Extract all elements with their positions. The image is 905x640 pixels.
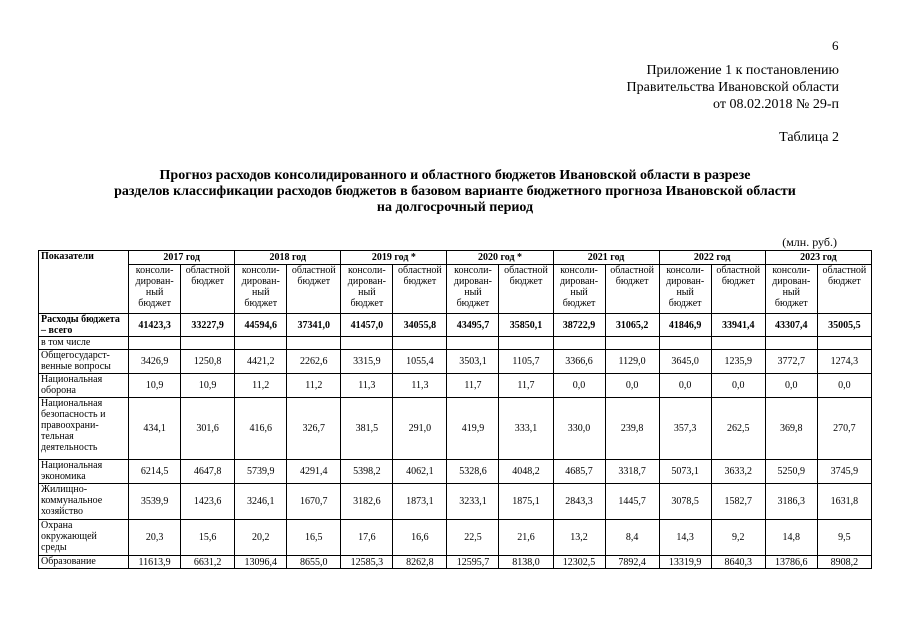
year-header: 2021 год: [553, 251, 659, 265]
value-cell: 1423,6: [181, 484, 235, 520]
value-cell: 3633,2: [711, 460, 765, 484]
year-header: 2020 год *: [447, 251, 553, 265]
value-cell: 4062,1: [393, 460, 447, 484]
value-cell: 13319,9: [659, 556, 711, 569]
regional-budget-header: областной бюджет: [287, 265, 341, 314]
value-cell: 8,4: [605, 520, 659, 556]
value-cell: 11,7: [447, 374, 499, 398]
value-cell: [181, 337, 235, 350]
value-cell: 7892,4: [605, 556, 659, 569]
consolidated-budget-header: консоли- дирован- ный бюджет: [765, 265, 817, 314]
table-row: [39, 484, 872, 520]
appendix-line: Приложение 1 к постановлению: [646, 63, 839, 78]
regional-budget-header: областной бюджет: [393, 265, 447, 314]
value-cell: [129, 337, 181, 350]
value-cell: 8640,3: [711, 556, 765, 569]
consolidated-budget-header: консоли- дирован- ный бюджет: [235, 265, 287, 314]
value-cell: 41846,9: [659, 314, 711, 337]
value-cell: 0,0: [765, 374, 817, 398]
value-cell: 0,0: [553, 374, 605, 398]
value-cell: 3772,7: [765, 350, 817, 374]
regional-budget-header: областной бюджет: [181, 265, 235, 314]
value-cell: 15,6: [181, 520, 235, 556]
value-cell: 3745,9: [817, 460, 871, 484]
table-row: [39, 314, 872, 337]
table-row: [39, 398, 872, 460]
value-cell: 416,6: [235, 398, 287, 460]
value-cell: 10,9: [129, 374, 181, 398]
year-header: 2017 год: [129, 251, 235, 265]
row-label: Национальная безопасность и правоохрани- тельная деятельность: [39, 398, 129, 460]
value-cell: 16,6: [393, 520, 447, 556]
title-line: на долгосрочный период: [376, 200, 534, 215]
value-cell: 12302,5: [553, 556, 605, 569]
consolidated-budget-header: консоли- дирован- ный бюджет: [553, 265, 605, 314]
year-header: 2022 год: [659, 251, 765, 265]
value-cell: 2262,6: [287, 350, 341, 374]
value-cell: 44594,6: [235, 314, 287, 337]
value-cell: 3539,9: [129, 484, 181, 520]
row-label: Национальная экономика: [39, 460, 129, 484]
value-cell: 5328,6: [447, 460, 499, 484]
value-cell: [341, 337, 393, 350]
row-label: Охрана окружающей среды: [39, 520, 129, 556]
title-line: Прогноз расходов консолидированного и областного бюджетов Ивановской области в разрезе: [159, 168, 751, 183]
value-cell: [711, 337, 765, 350]
value-cell: 369,8: [765, 398, 817, 460]
value-cell: 419,9: [447, 398, 499, 460]
value-cell: 43495,7: [447, 314, 499, 337]
value-cell: [553, 337, 605, 350]
value-cell: 326,7: [287, 398, 341, 460]
value-cell: 13,2: [553, 520, 605, 556]
value-cell: 8655,0: [287, 556, 341, 569]
value-cell: 11613,9: [129, 556, 181, 569]
value-cell: 291,0: [393, 398, 447, 460]
consolidated-budget-header: консоли- дирован- ный бюджет: [447, 265, 499, 314]
value-cell: 1055,4: [393, 350, 447, 374]
value-cell: 11,2: [235, 374, 287, 398]
value-cell: 5739,9: [235, 460, 287, 484]
consolidated-budget-header: консоли- дирован- ный бюджет: [341, 265, 393, 314]
value-cell: 3366,6: [553, 350, 605, 374]
value-cell: 4291,4: [287, 460, 341, 484]
value-cell: 11,2: [287, 374, 341, 398]
page-number: 6: [832, 38, 839, 53]
row-label: Образование: [39, 556, 129, 569]
value-cell: 1873,1: [393, 484, 447, 520]
regional-budget-header: областной бюджет: [711, 265, 765, 314]
value-cell: 3182,6: [341, 484, 393, 520]
value-cell: 333,1: [499, 398, 553, 460]
value-cell: [499, 337, 553, 350]
value-cell: 1670,7: [287, 484, 341, 520]
value-cell: 41457,0: [341, 314, 393, 337]
value-cell: 41423,3: [129, 314, 181, 337]
value-cell: 9,5: [817, 520, 871, 556]
value-cell: [659, 337, 711, 350]
value-cell: 3426,9: [129, 350, 181, 374]
value-cell: [447, 337, 499, 350]
value-cell: 8908,2: [817, 556, 871, 569]
value-cell: 13096,4: [235, 556, 287, 569]
value-cell: [393, 337, 447, 350]
row-label: Жилищно- коммунальное хозяйство: [39, 484, 129, 520]
value-cell: 2843,3: [553, 484, 605, 520]
value-cell: 8138,0: [499, 556, 553, 569]
value-cell: 12585,3: [341, 556, 393, 569]
indicator-header: Показатели: [39, 251, 129, 314]
value-cell: 17,6: [341, 520, 393, 556]
value-cell: 14,3: [659, 520, 711, 556]
value-cell: [817, 337, 871, 350]
value-cell: 1235,9: [711, 350, 765, 374]
value-cell: 13786,6: [765, 556, 817, 569]
value-cell: 6214,5: [129, 460, 181, 484]
value-cell: 262,5: [711, 398, 765, 460]
value-cell: 1875,1: [499, 484, 553, 520]
value-cell: 11,3: [393, 374, 447, 398]
regional-budget-header: областной бюджет: [605, 265, 659, 314]
value-cell: 43307,4: [765, 314, 817, 337]
value-cell: 5073,1: [659, 460, 711, 484]
value-cell: 357,3: [659, 398, 711, 460]
value-cell: 3645,0: [659, 350, 711, 374]
value-cell: 1582,7: [711, 484, 765, 520]
row-label: в том числе: [39, 337, 129, 350]
value-cell: 3318,7: [605, 460, 659, 484]
value-cell: 381,5: [341, 398, 393, 460]
value-cell: 20,3: [129, 520, 181, 556]
value-cell: 301,6: [181, 398, 235, 460]
value-cell: 3503,1: [447, 350, 499, 374]
consolidated-budget-header: консоли- дирован- ный бюджет: [659, 265, 711, 314]
value-cell: 10,9: [181, 374, 235, 398]
value-cell: 4421,2: [235, 350, 287, 374]
table-row: [39, 460, 872, 484]
value-cell: 4048,2: [499, 460, 553, 484]
value-cell: 35850,1: [499, 314, 553, 337]
value-cell: 1250,8: [181, 350, 235, 374]
value-cell: 0,0: [711, 374, 765, 398]
value-cell: [235, 337, 287, 350]
value-cell: 5250,9: [765, 460, 817, 484]
regional-budget-header: областной бюджет: [499, 265, 553, 314]
appendix-reference: [627, 62, 839, 113]
value-cell: 239,8: [605, 398, 659, 460]
title-line: разделов классификации расходов бюджетов в базовом варианте бюджетного прогноза Ивановской области: [114, 184, 796, 199]
table-row: [39, 374, 872, 398]
value-cell: [765, 337, 817, 350]
row-label: Общегосударст- венные вопросы: [39, 350, 129, 374]
value-cell: 38722,9: [553, 314, 605, 337]
value-cell: 12595,7: [447, 556, 499, 569]
value-cell: 434,1: [129, 398, 181, 460]
value-cell: 330,0: [553, 398, 605, 460]
document-title: [40, 168, 870, 216]
value-cell: 4685,7: [553, 460, 605, 484]
budget-forecast-table: [38, 250, 872, 569]
table-row: [39, 520, 872, 556]
appendix-line: Правительства Ивановской области: [626, 80, 839, 95]
value-cell: 9,2: [711, 520, 765, 556]
table-row: [39, 350, 872, 374]
table-row: [39, 337, 872, 350]
value-cell: 35005,5: [817, 314, 871, 337]
value-cell: 31065,2: [605, 314, 659, 337]
year-header: 2018 год: [235, 251, 341, 265]
value-cell: 3315,9: [341, 350, 393, 374]
table-row: [39, 556, 872, 569]
table-label: Таблица 2: [779, 130, 839, 145]
value-cell: 33941,4: [711, 314, 765, 337]
value-cell: 33227,9: [181, 314, 235, 337]
value-cell: 1445,7: [605, 484, 659, 520]
value-cell: 1105,7: [499, 350, 553, 374]
value-cell: 1274,3: [817, 350, 871, 374]
value-cell: 3078,5: [659, 484, 711, 520]
value-cell: 21,6: [499, 520, 553, 556]
value-cell: 8262,8: [393, 556, 447, 569]
year-header: 2023 год: [765, 251, 871, 265]
value-cell: 1129,0: [605, 350, 659, 374]
value-cell: 20,2: [235, 520, 287, 556]
budget-type-header-row: [39, 265, 872, 314]
value-cell: 0,0: [659, 374, 711, 398]
year-header: 2019 год *: [341, 251, 447, 265]
value-cell: 0,0: [817, 374, 871, 398]
value-cell: 270,7: [817, 398, 871, 460]
row-label: Расходы бюджета – всего: [39, 314, 129, 337]
value-cell: 34055,8: [393, 314, 447, 337]
value-cell: 6631,2: [181, 556, 235, 569]
value-cell: 3186,3: [765, 484, 817, 520]
year-header-row: [39, 251, 872, 265]
consolidated-budget-header: консоли- дирован- ный бюджет: [129, 265, 181, 314]
value-cell: 11,3: [341, 374, 393, 398]
value-cell: 3246,1: [235, 484, 287, 520]
value-cell: 1631,8: [817, 484, 871, 520]
value-cell: 37341,0: [287, 314, 341, 337]
value-cell: 22,5: [447, 520, 499, 556]
value-cell: 4647,8: [181, 460, 235, 484]
value-cell: 5398,2: [341, 460, 393, 484]
regional-budget-header: областной бюджет: [817, 265, 871, 314]
appendix-line: от 08.02.2018 № 29-п: [713, 97, 839, 112]
value-cell: 16,5: [287, 520, 341, 556]
value-cell: 11,7: [499, 374, 553, 398]
units-label: (млн. руб.): [782, 235, 837, 249]
value-cell: 0,0: [605, 374, 659, 398]
value-cell: [605, 337, 659, 350]
value-cell: 3233,1: [447, 484, 499, 520]
value-cell: 14,8: [765, 520, 817, 556]
row-label: Национальная оборона: [39, 374, 129, 398]
value-cell: [287, 337, 341, 350]
